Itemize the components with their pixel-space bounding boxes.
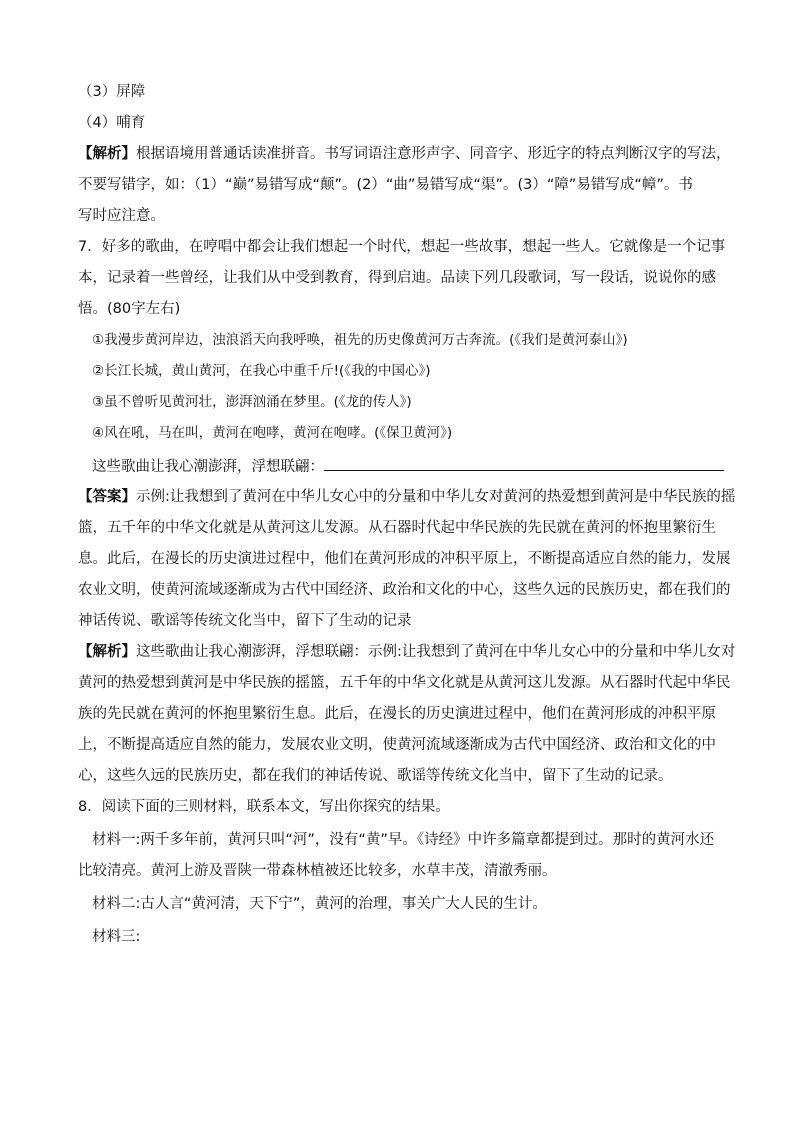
q7-answer-line-2: 篮，五千年的中华文化就是从黄河这儿发源。从石器时代起中华民族的先民就在黄河的怀抱里繁衍生 (78, 520, 716, 536)
q7-analysis-line-1 (78, 642, 736, 662)
q7-prompt: 这些歌曲让我心潮澎湃，浮想联翩： (92, 459, 324, 475)
q7-lyric-2: ②长江长城，黄山黄河，在我心中重千斤!(《我的中国心》) (92, 363, 431, 379)
q6-analysis-line-1 (78, 144, 731, 164)
q7-answer-line-4: 农业文明，使黄河流域逐渐成为古代中国经济、政治和文化的中心，这些久远的民族历史，都在我们的 (78, 582, 731, 598)
answer-tag: 【答案】 (78, 489, 136, 505)
q7-analysis-line-3: 族的先民就在黄河的怀抱里繁衍生息。此后，在漫长的历史演进过程中，他们在黄河形成的冲积平原 (78, 706, 716, 722)
q7-lyric-1: ①我漫步黄河岸边，浊浪滔天向我呼唤，祖先的历史像黄河万古奔流。(《我们是黄河泰山》) (92, 332, 628, 348)
q6-answer-3: （3）屏障 (78, 84, 146, 100)
q7-lyric-3: ③虽不曾听见黄河壮，澎湃汹涌在梦里。(《龙的传人》) (92, 394, 412, 410)
q7-analysis-line-2: 黄河的热爱想到黄河是中华民族的摇篮，五千年的中华文化就是从黄河这儿发源。从石器时代起中华民 (78, 675, 731, 691)
q8-material-3: 材料三: (92, 929, 141, 945)
q7-question-line-1: 7．好多的歌曲，在哼唱中都会让我们想起一个时代，想起一些故事，想起一些人。它就像是一个记事 (78, 239, 726, 255)
q7-question-line-2: 本，记录着一些曾经，让我们从中受到教育，得到启迪。品读下列几段歌词，写一段话，说说你的感 (78, 270, 716, 286)
q7-analysis-line-4: 上，不断提高适应自然的能力，发展农业文明，使黄河流域逐渐成为古代中国经济、政治和文化的中 (78, 737, 716, 753)
q6-analysis-text-1: 根据语境用普通话读准拼音。书写词语注意形声字、同音字、形近字的特点判断汉字的写法， (136, 146, 731, 162)
q8-material-2: 材料二:古人言“黄河清，天下宁”，黄河的治理，事关广大人民的生计。 (92, 896, 547, 912)
q8-material-1-line-1: 材料一:两千多年前，黄河只叫“河”，没有“黄”早。《诗经》中许多篇章都提到过。那时的黄河水还 (92, 832, 715, 848)
q7-question-line-3: 悟。(80字左右) (78, 301, 181, 317)
q7-answer-line-3: 息。此后，在漫长的历史演进过程中，他们在黄河形成的冲积平原上，不断提高适应自然的能力，发展 (78, 551, 731, 567)
q6-answer-4: （4）哺育 (78, 115, 146, 131)
q7-answer-text-1: 示例:让我想到了黄河在中华儿女心中的分量和中华儿女对黄河的热爱想到黄河是中华民族的摇 (136, 489, 736, 505)
q7-answer-line-5: 神话传说、歌谣等传统文化当中，留下了生动的记录 (78, 613, 412, 629)
q8-question-line: 8．阅读下面的三则材料，联系本文，写出你探究的结果。 (78, 799, 450, 815)
answer-blank-line (324, 456, 724, 471)
q6-analysis-line-3: 写时应注意。 (78, 208, 165, 224)
q7-lyric-4: ④风在吼，马在叫，黄河在咆哮，黄河在咆哮。(《保卫黄河》) (92, 425, 453, 441)
q8-material-1-line-2: 比较清亮。黄河上游及晋陕一带森林植被还比较多，水草丰茂，清澈秀丽。 (78, 863, 557, 879)
q7-analysis-line-5: 心，这些久远的民族历史，都在我们的神话传说、歌谣等传统文化当中，留下了生动的记录。 (78, 768, 673, 784)
q7-answer-line-1 (78, 487, 736, 507)
q7-prompt-line (92, 456, 732, 477)
q7-analysis-text-1: 这些歌曲让我心潮澎湃，浮想联翩：示例:让我想到了黄河在中华儿女心中的分量和中华儿女对 (136, 644, 736, 660)
analysis-tag: 【解析】 (78, 644, 136, 660)
q6-analysis-line-2: 不要写错字，如：（1）“巅”易错写成“颠”。(2）“曲”易错写成“渠”。(3）“障”易错写成“幛”。书 (78, 177, 693, 193)
analysis-tag: 【解析】 (78, 146, 136, 162)
